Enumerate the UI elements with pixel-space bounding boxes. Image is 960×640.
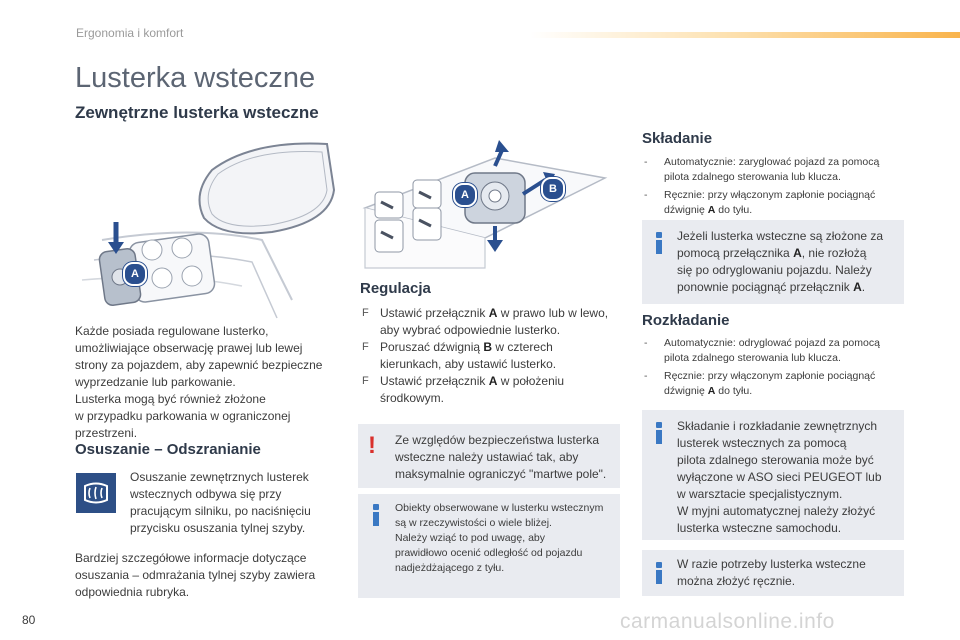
intro-text	[75, 323, 345, 442]
switch-panel-illustration	[355, 128, 615, 273]
defrost-heading: Osuszanie – Odszranianie	[75, 441, 261, 458]
key-label: A	[488, 374, 498, 388]
list-item	[644, 369, 904, 399]
text-line: w przypadku parkowania w ograniczonej	[75, 409, 291, 423]
info-text	[677, 418, 902, 537]
list-item	[644, 336, 904, 366]
text-line: pilota zdalnego sterowania może być	[677, 453, 874, 467]
text-line: przycisku osuszania tylnej szyby.	[130, 521, 306, 535]
text-span: do tyłu.	[715, 385, 753, 397]
text-span: , nie rozłożą	[801, 246, 867, 260]
text-line: W myjni automatycznej należy złożyć	[677, 504, 876, 518]
page-subtitle: Zewnętrzne lusterka wsteczne	[75, 103, 319, 122]
list-item	[644, 188, 904, 218]
unfold-list	[644, 336, 904, 399]
text-line: w warsztacie specjalistycznym.	[677, 487, 843, 501]
text-line: aby wybrać odpowiednie lusterko.	[380, 323, 561, 337]
fold-list	[644, 155, 904, 218]
text-span: Poruszać dźwignią	[380, 340, 484, 354]
text-line: Składanie i rozkładanie zewnętrznych	[677, 419, 878, 433]
text-line: maksymalnie ograniczyć "martwe pole".	[395, 467, 607, 481]
text-line: przestrzeni.	[75, 426, 138, 440]
text-line: są w rzeczywistości o wiele bliżej.	[395, 517, 552, 529]
info-box-remote	[642, 410, 904, 540]
text-span: .	[861, 280, 866, 294]
info-icon	[656, 232, 662, 254]
text-span: do tyłu.	[715, 204, 753, 216]
text-line: umożliwiające obserwację prawej lub lewej	[75, 341, 303, 355]
info-text	[677, 228, 902, 296]
list-item	[362, 373, 627, 407]
key-label: A	[793, 246, 802, 260]
rear-defrost-icon	[76, 473, 116, 513]
header-accent-bar	[530, 32, 960, 38]
dash-mark: -	[644, 337, 648, 349]
text-line: prawidłowo ocenić odległość od pojazdu	[395, 547, 583, 559]
text-span: w czterech	[492, 340, 553, 354]
text-line: Lusterka mogą być również złożone	[75, 392, 266, 406]
bullet-mark: F	[362, 375, 369, 387]
text-line: nadjeżdżającego z tyłu.	[395, 562, 505, 574]
text-line: pilota zdalnego sterowania lub klucza.	[664, 171, 841, 183]
text-line: odpowiednia rubryka.	[75, 585, 190, 599]
dash-mark: -	[644, 370, 648, 382]
text-line: wstecznych odbywa się przy	[130, 487, 282, 501]
text-line: Każde posiada regulowane lusterko,	[75, 324, 269, 338]
unfold-heading: Rozkładanie	[642, 312, 730, 329]
text-line: Bardziej szczegółowe informacje dotyczące	[75, 551, 307, 565]
adjust-heading: Regulacja	[360, 280, 431, 297]
text-line: Osuszanie zewnętrznych lusterek	[130, 470, 309, 484]
page-number: 80	[22, 613, 36, 627]
list-item	[644, 155, 904, 185]
text-line: pracującym silniku, po naciśnięciu	[130, 504, 311, 518]
text-line: strony za pojazdem, aby zapewnić bezpieczne	[75, 358, 323, 372]
figure-label-a: A	[453, 183, 477, 207]
info-icon	[373, 504, 379, 526]
watermark: carmanualsonline.info	[620, 610, 835, 633]
text-line: Należy wziąć to pod uwagę, aby	[395, 532, 545, 544]
text-span: dźwignię	[664, 385, 708, 397]
key-label: A	[853, 280, 862, 294]
text-line: osuszania – odmrażania tylnej szyby zawiera	[75, 568, 316, 582]
adjust-list	[362, 305, 627, 407]
warning-icon: !	[368, 432, 376, 459]
dash-mark: -	[644, 189, 648, 201]
info-box-distance	[358, 494, 620, 598]
text-line: się po odryglowaniu pojazdu. Należy	[677, 263, 872, 277]
info-box-manual	[642, 550, 904, 596]
text-line: lusterka wsteczne samochodu.	[677, 521, 842, 535]
page-title: Lusterka wsteczne	[75, 62, 316, 94]
list-item	[362, 305, 627, 339]
text-span: dźwignię	[664, 204, 708, 216]
key-label: A	[488, 306, 498, 320]
text-span: pomocą przełącznika	[677, 246, 794, 260]
key-label: A	[707, 385, 716, 397]
info-icon	[656, 422, 662, 444]
text-line: Automatycznie: zaryglować pojazd za pomocą	[664, 156, 880, 168]
text-span: ponownie pociągnąć przełącznik	[677, 280, 854, 294]
text-line: Jeżeli lusterka wsteczne są złożone za	[677, 229, 884, 243]
text-line: Ręcznie: przy włączonym zapłonie pociągnąć	[664, 370, 876, 382]
text-line: wsteczne należy ustawiać tak, aby	[395, 450, 579, 464]
key-label: B	[483, 340, 493, 354]
figure-label-a: A	[123, 262, 147, 286]
text-line: Ręcznie: przy włączonym zapłonie pociągnąć	[664, 189, 876, 201]
text-line: pilota zdalnego sterowania lub klucza.	[664, 352, 841, 364]
list-item	[362, 339, 627, 373]
info-box-fold	[642, 220, 904, 304]
text-line: środkowym.	[380, 391, 445, 405]
section-header: Ergonomia i komfort	[76, 26, 184, 40]
dash-mark: -	[644, 156, 648, 168]
info-text	[677, 556, 902, 590]
text-span: w położeniu	[497, 374, 565, 388]
bullet-mark: F	[362, 307, 369, 319]
figure-label-b: B	[541, 177, 565, 201]
text-span: w prawo lub w lewo,	[497, 306, 609, 320]
info-text	[395, 501, 617, 576]
warning-text	[395, 432, 617, 483]
rear-defrost-icon-graphic	[76, 473, 116, 513]
fold-heading: Składanie	[642, 130, 713, 147]
text-line: można złożyć ręcznie.	[677, 574, 796, 588]
text-line: Obiekty obserwowane w lusterku wstecznym	[395, 502, 604, 514]
info-icon	[656, 562, 662, 584]
key-label: A	[707, 204, 716, 216]
text-line: W razie potrzeby lusterka wsteczne	[677, 557, 866, 571]
defrost-text	[130, 469, 350, 537]
text-span: Ustawić przełącznik	[380, 374, 489, 388]
warning-box	[358, 424, 620, 488]
text-line: Automatycznie: odryglować pojazd za pomocą	[664, 337, 880, 349]
text-line: wyłączone w ASO sieci PEUGEOT lub	[677, 470, 882, 484]
mirror-switch-illustration	[72, 130, 342, 320]
text-line: wyprzedzanie lub parkowanie.	[75, 375, 236, 389]
text-line: kierunkach, aby ustawić lusterko.	[380, 357, 557, 371]
defrost-more-text	[75, 550, 350, 601]
bullet-mark: F	[362, 341, 369, 353]
text-line: Ze względów bezpieczeństwa lusterka	[395, 433, 600, 447]
text-line: lusterek wstecznych za pomocą	[677, 436, 847, 450]
text-span: Ustawić przełącznik	[380, 306, 489, 320]
